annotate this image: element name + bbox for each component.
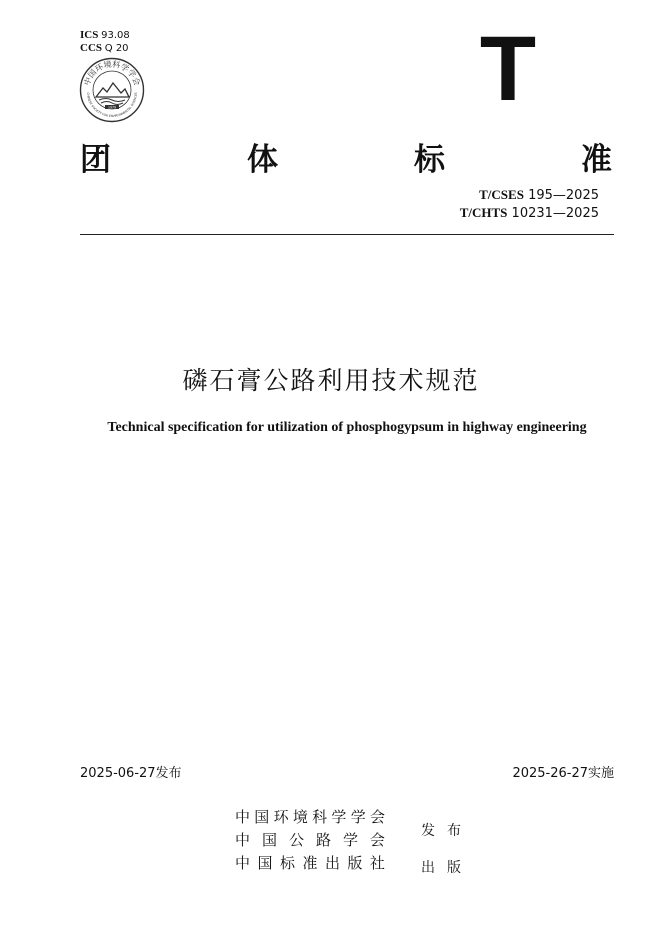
spread-char: 出 <box>324 854 340 872</box>
ics-line <box>80 29 130 42</box>
spread-char: 公 <box>288 831 304 849</box>
ics-code: 93.08 <box>101 30 130 41</box>
spread-char: 国 <box>257 854 273 872</box>
issue-role-label <box>421 820 461 840</box>
standard-kind-char: 准 <box>581 142 612 178</box>
standard-numbers <box>460 186 599 222</box>
spread-char: 布 <box>447 823 461 839</box>
seal-bottom-text: CHINESE SOCIETY FOR ENVIRONMENTAL SCIENCES <box>85 92 139 119</box>
spread-char: 出 <box>421 860 435 876</box>
seal-top-text: 中国环境科学学会 <box>82 59 142 87</box>
standard-kind-char: 体 <box>247 142 278 178</box>
spread-char: 发 <box>421 823 435 839</box>
header-divider <box>80 234 614 235</box>
spread-char: 环 <box>273 808 289 826</box>
seal-year: 1979 <box>107 105 117 110</box>
publisher-list <box>235 806 385 875</box>
ccs-code: Q 20 <box>104 43 129 54</box>
publisher-name <box>235 829 385 852</box>
spread-char: 会 <box>369 808 385 826</box>
category-letter-mark <box>478 30 538 108</box>
spread-char: 社 <box>369 854 385 872</box>
ics-label: ICS <box>80 29 99 41</box>
standard-kind-char: 团 <box>80 142 111 178</box>
spread-char: 学 <box>342 831 358 849</box>
document-title-english: Technical specification for utilization of phosphogypsum in highway engineering <box>107 420 587 435</box>
standard-number: 195—2025 <box>528 188 599 203</box>
standard-prefix: T/CHTS <box>459 205 508 220</box>
spread-char: 中 <box>235 854 251 872</box>
spread-char: 准 <box>302 854 318 872</box>
spread-char: 版 <box>347 854 363 872</box>
category-letter: T <box>479 30 537 108</box>
spread-char: 学 <box>331 808 347 826</box>
standard-prefix: T/CSES <box>479 187 524 202</box>
spread-char: 境 <box>292 808 308 826</box>
standard-number: 10231—2025 <box>511 206 599 221</box>
spread-char: 学 <box>350 808 366 826</box>
document-title-chinese: 磷石膏公路利用技术规范 <box>182 366 480 395</box>
ccs-label: CCS <box>80 42 103 54</box>
spread-char: 标 <box>279 854 295 872</box>
spread-char: 中 <box>235 808 251 826</box>
spread-char: 科 <box>312 808 328 826</box>
publisher-name <box>235 852 385 875</box>
ccs-line <box>80 42 130 55</box>
standard-number-line <box>460 204 599 222</box>
press-role-label <box>421 857 461 877</box>
classification-codes <box>80 29 130 55</box>
spread-char: 会 <box>369 831 385 849</box>
spread-char: 路 <box>315 831 331 849</box>
implementation-date: 2025-26-27实施 <box>512 766 614 781</box>
standard-kind-heading <box>80 134 612 179</box>
spread-char: 中 <box>235 831 251 849</box>
standard-number-line <box>460 186 599 204</box>
publisher-name <box>235 806 385 829</box>
society-seal-logo <box>79 57 145 123</box>
spread-char: 版 <box>447 860 461 876</box>
spread-char: 国 <box>254 808 270 826</box>
spread-char: 国 <box>261 831 277 849</box>
standard-kind-char: 标 <box>414 142 445 178</box>
release-date: 2025-06-27发布 <box>80 766 182 781</box>
